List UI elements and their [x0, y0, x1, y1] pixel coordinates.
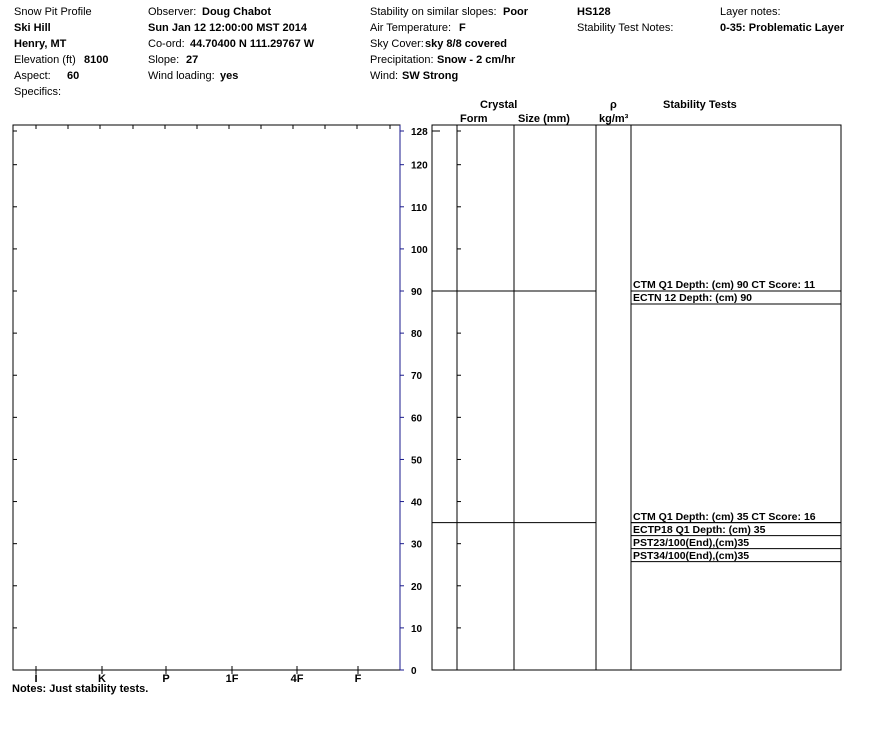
wind-loading-label: Wind loading: [148, 70, 215, 82]
sky-cover-label: Sky Cover: [370, 38, 424, 50]
wind-label: Wind: [370, 70, 399, 82]
depth-tick-label: 100 [411, 244, 428, 256]
elevation-label: Elevation (ft) [14, 54, 76, 66]
depth-tick-label: 110 [411, 202, 428, 214]
depth-tick-label: 10 [411, 623, 423, 635]
observer-label: Observer: [148, 6, 197, 18]
depth-tick-label: 70 [411, 371, 423, 383]
hardness-label: K [98, 673, 106, 685]
coord-label: Co-ord: [148, 38, 185, 50]
depth-tick-label: 40 [411, 497, 423, 509]
sky-cover-value: sky 8/8 covered [425, 38, 507, 50]
air-temp-label: Air Temperature: [370, 22, 452, 34]
hardness-label: I [34, 673, 38, 685]
specifics-label: Specifics: [14, 86, 62, 98]
stability-tests-header: Stability Tests [663, 99, 737, 111]
density-symbol: ρ [610, 99, 617, 111]
stability-test-entry: ECTP18 Q1 Depth: (cm) 35 [633, 523, 766, 536]
profile-dynamic-marks [13, 125, 841, 685]
depth-tick-label: 30 [411, 539, 423, 551]
observation-date: Sun Jan 12 12:00:00 MST 2014 [148, 22, 307, 34]
layer-table-frame [432, 125, 841, 670]
layer-notes-label: Layer notes: [720, 6, 781, 18]
notes-text: Notes: Just stability tests. [12, 683, 149, 695]
depth-tick-label: 20 [411, 581, 423, 593]
depth-tick-label: 50 [411, 455, 423, 467]
aspect-value: 60 [67, 70, 80, 82]
stability-test-entry: ECTN 12 Depth: (cm) 90 [633, 292, 753, 305]
elevation-value: 8100 [84, 54, 109, 66]
profile-title: Snow Pit Profile [14, 6, 92, 18]
slope-label: Slope: [148, 54, 180, 66]
aspect-label: Aspect: [14, 70, 51, 82]
depth-tick-label: 90 [411, 287, 423, 299]
observer-value: Doug Chabot [202, 6, 272, 18]
wind-value: SW Strong [402, 70, 459, 82]
precip-value: Snow - 2 cm/hr [437, 54, 516, 66]
stability-test-entry: PST23/100(End),(cm)35 [633, 536, 750, 549]
hardness-label: 1F [225, 673, 239, 685]
precip-label: Precipitation: [370, 54, 434, 66]
location-name: Ski Hill [14, 22, 51, 34]
depth-tick-label: 0 [411, 666, 417, 677]
slope-value: 27 [186, 54, 199, 66]
hardness-label: F [354, 673, 362, 685]
stability-test-entry: CTM Q1 Depth: (cm) 35 CT Score: 16 [633, 510, 816, 523]
stability-test-entry: CTM Q1 Depth: (cm) 90 CT Score: 11 [633, 279, 816, 292]
stability-value: Poor [503, 6, 529, 18]
coord-value: 44.70400 N 111.29767 W [190, 38, 315, 50]
form-header: Form [460, 113, 488, 125]
stability-notes-label: Stability Test Notes: [577, 22, 674, 34]
depth-tick-label: 128 [411, 127, 428, 138]
depth-tick-label: 60 [411, 413, 423, 425]
stability-test-entry: PST34/100(End),(cm)35 [633, 549, 750, 562]
density-unit: kg/m³ [599, 113, 629, 125]
layer-notes-value: 0-35: Problematic Layer [720, 22, 845, 34]
crystal-header: Crystal [480, 99, 518, 111]
depth-tick-label: 120 [411, 160, 428, 172]
hardness-plot-frame [13, 125, 400, 670]
wind-loading-value: yes [220, 70, 239, 82]
hs-value: HS128 [577, 6, 611, 18]
stability-label: Stability on similar slopes: [370, 6, 497, 18]
region-name: Henry, MT [14, 38, 67, 50]
depth-tick-label: 80 [411, 329, 423, 341]
hardness-label: 4F [290, 673, 304, 685]
air-temp-value: F [459, 22, 466, 34]
hardness-label: P [162, 673, 170, 685]
size-header: Size (mm) [518, 113, 570, 125]
